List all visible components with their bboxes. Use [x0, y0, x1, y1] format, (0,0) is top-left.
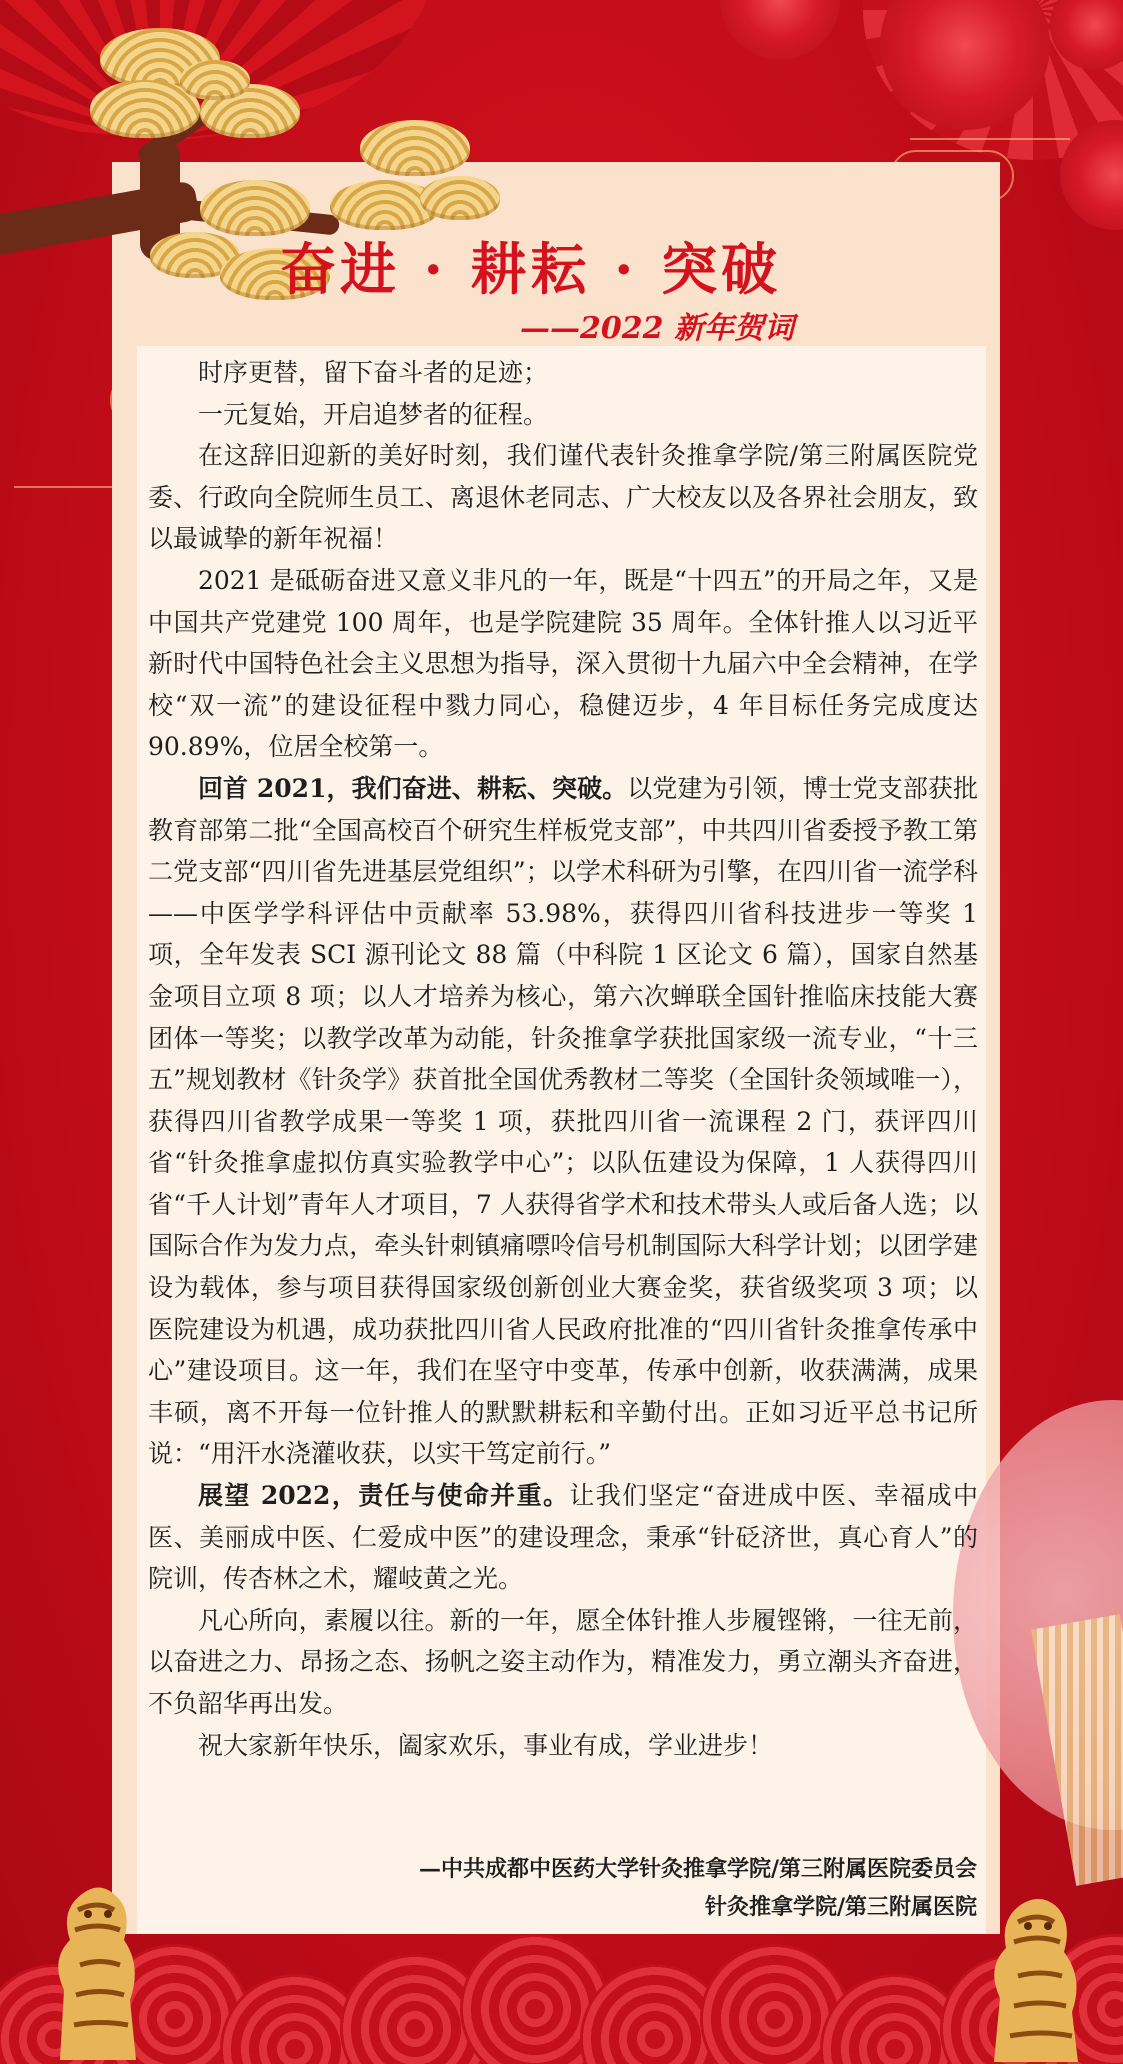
- gold-line-decoration: [910, 138, 1070, 140]
- signature-line-1: —中共成都中医药大学针灸推拿学院/第三附属医院委员会: [418, 1856, 977, 1882]
- paragraph: 凡心所向，素履以往。新的一年，愿全体针推人步履铿锵，一往无前，以奋进之力、昂扬之态、扬帆之姿主动作为，精准发力，勇立潮头齐奋进，不负韶华再出发。: [148, 1605, 978, 1718]
- paragraph-lead: 展望 2022，责任与使命并重。: [198, 1481, 570, 1511]
- signature-line-2: 针灸推拿学院/第三附属医院: [704, 1894, 977, 1920]
- paragraph: 时序更替，留下奋斗者的足迹；: [198, 358, 549, 387]
- paragraph-body: 以党建为引领，博士党支部获批教育部第二批“全国高校百个研究生样板党支部”，中共四川省委授予教工第二党支部“四川省先进基层党组织”；以学术科研为引擎，在四川省一流学科——中医学学科评估中贡献率 53.98%，获得四川省科技进步一等奖 1 项，全年发表 SCI 源刊论文 88 篇（中科院 1 区论文 6 篇），国家自然基金项目立项 8 项；以人才培养为核心，第六次蝉联全国针推临床技能大赛团体一等奖；以教学改革为动能，针灸推拿学获批国家级一流专业，“十三五”规划教材《针灸学》获首批全国优秀教材二等奖（全国针灸领域唯一），获得四川省教学成果一等奖 1 项，获批四川省一流课程 2 门，获评四川省“针灸推拿虚拟仿真实验教学中心”；以队伍建设为保障，1 人获得四川省“千人计划”青年人才项目，7 人获得省学术和技术带头人或后备人选；以国际合作为发力点，牵头针刺镇痛嘌呤信号机制国际大科学计划；以团学建设为载体，参与项目获得国家级创新创业大赛金奖，获省级奖项 3 项；以医院建设为机遇，成功获批四川省人民政府批准的“四川省针灸推拿传承中心”建设项目。这一年，我们在坚守中变革，传承中创新，收获满满，成果丰硕，离不开每一位针推人的默默耕耘和辛勤付出。正如习近平总书记所说：“用汗水浇灌收获，以实干笃定前行。”: [148, 773, 978, 1469]
- paragraph: 2021 是砥砺奋进又意义非凡的一年，既是“十四五”的开局之年，又是中国共产党建党 100 周年，也是学院建院 35 周年。全体针推人以习近平新时代中国特色社会主义思想为指导，深入贯彻十九届六中全会精神，在学校“双一流”的建设征程中戮力同心，稳健迈步，4 年目标任务完成度达 90.89%，位居全校第一。: [148, 565, 978, 762]
- paragraph: 一元复始，开启追梦者的征程。: [198, 399, 549, 429]
- paragraph: [148, 768, 978, 1475]
- page-title: 奋进 · 耕耘 · 突破: [280, 237, 781, 303]
- greeting-text: [148, 352, 978, 1766]
- tiger-icon: [960, 1880, 1110, 2064]
- paragraph: 在这辞旧迎新的美好时刻，我们谨代表针灸推拿学院/第三附属医院党委、行政向全院师生员工、离退休老同志、广大校友以及各界社会朋友，致以最诚挚的新年祝福！: [148, 441, 978, 554]
- tiger-icon: [20, 1870, 170, 2064]
- paragraph-body: 让我们坚定“奋进成中医、幸福成中医、美丽成中医、仁爱成中医”的建设理念，秉承“针砭济世，真心育人”的院训，传杏林之术，耀岐黄之光。: [148, 1481, 978, 1594]
- paragraph-lead: 回首 2021，我们奋进、耕耘、突破。: [198, 773, 628, 803]
- paragraph: 祝大家新年快乐，阖家欢乐，事业有成，学业进步！: [198, 1730, 774, 1760]
- paragraph: [148, 1475, 978, 1600]
- page-subtitle: ——2022 新年贺词: [520, 311, 794, 346]
